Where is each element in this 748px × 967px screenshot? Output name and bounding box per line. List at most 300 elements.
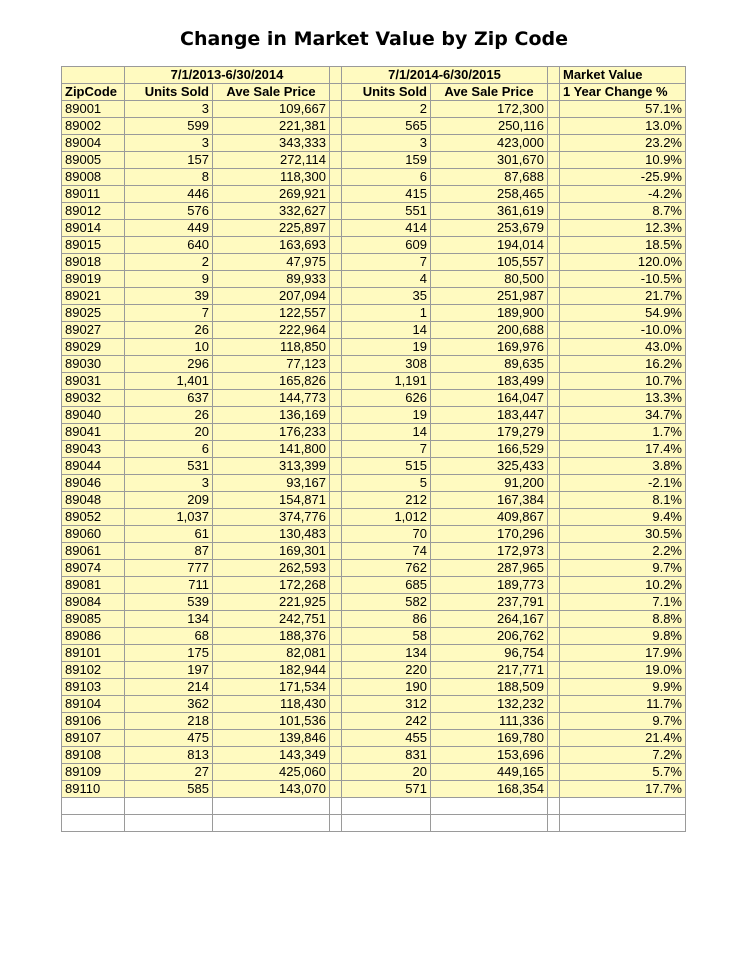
change-pct-cell: 8.8% [560,611,686,628]
table-row [62,186,686,203]
zipcode-cell: 89031 [62,373,125,390]
column-gap [330,305,342,322]
column-gap [548,526,560,543]
units-sold-2014-cell: 8 [125,169,213,186]
table-row [62,764,686,781]
ave-sale-price-2015-cell: 183,499 [431,373,548,390]
ave-sale-price-2015-cell: 167,384 [431,492,548,509]
table-row [62,288,686,305]
column-gap [330,101,342,118]
units-sold-2014-cell: 26 [125,407,213,424]
change-pct-cell: 7.2% [560,747,686,764]
change-pct-cell: 34.7% [560,407,686,424]
change-pct-cell: 3.8% [560,458,686,475]
table-row [62,322,686,339]
units-sold-2015-cell: 455 [342,730,431,747]
column-gap [330,679,342,696]
ave-sale-price-2015-cell: 251,987 [431,288,548,305]
change-pct-cell: 19.0% [560,662,686,679]
ave-sale-price-2015-cell: 183,447 [431,407,548,424]
column-gap [330,339,342,356]
ave-sale-price-2014-cell: 144,773 [213,390,330,407]
zipcode-cell: 89104 [62,696,125,713]
units-sold-2014-cell: 7 [125,305,213,322]
zipcode-cell: 89107 [62,730,125,747]
zipcode-cell: 89108 [62,747,125,764]
column-gap [330,441,342,458]
empty-cell [213,815,330,832]
change-pct-cell: 13.3% [560,390,686,407]
units-sold-2014-cell: 218 [125,713,213,730]
column-gap [548,254,560,271]
column-gap [548,475,560,492]
units-sold-2014-cell: 209 [125,492,213,509]
change-pct-cell: 8.7% [560,203,686,220]
empty-cell [560,815,686,832]
empty-cell [548,815,560,832]
zipcode-cell: 89081 [62,577,125,594]
ave-sale-price-2015-cell: 217,771 [431,662,548,679]
column-gap [330,135,342,152]
units-sold-2015-cell: 831 [342,747,431,764]
units-sold-2014-cell: 539 [125,594,213,611]
units-sold-2014-cell: 214 [125,679,213,696]
units-sold-2014-cell: 2 [125,254,213,271]
change-pct-cell: -4.2% [560,186,686,203]
header-row-periods [62,67,686,84]
ave-sale-price-2014-cell: 82,081 [213,645,330,662]
units-sold-2014-cell: 39 [125,288,213,305]
column-gap [330,492,342,509]
empty-cell [342,798,431,815]
zipcode-cell: 89040 [62,407,125,424]
change-pct-cell: 10.2% [560,577,686,594]
zipcode-cell: 89102 [62,662,125,679]
units-sold-2015-cell: 86 [342,611,431,628]
table-row [62,747,686,764]
column-gap [548,509,560,526]
units-sold-2015-cell: 1,191 [342,373,431,390]
ave-sale-price-2014-cell: 222,964 [213,322,330,339]
change-pct-cell: 9.7% [560,713,686,730]
zipcode-cell: 89032 [62,390,125,407]
column-gap [330,373,342,390]
column-gap [330,764,342,781]
column-gap [548,662,560,679]
empty-cell [342,815,431,832]
column-gap [548,458,560,475]
ave-sale-price-2015-cell: 258,465 [431,186,548,203]
ave-sale-price-2014-cell: 122,557 [213,305,330,322]
column-gap [330,560,342,577]
table-row [62,135,686,152]
units-sold-2015-cell: 2 [342,101,431,118]
zipcode-cell: 89061 [62,543,125,560]
column-gap [548,628,560,645]
ave-sale-price-2015-cell: 153,696 [431,747,548,764]
column-gap [548,543,560,560]
units-sold-2014-cell: 175 [125,645,213,662]
units-sold-2014-cell: 20 [125,424,213,441]
table-row [62,594,686,611]
change-pct-cell: 12.3% [560,220,686,237]
column-gap [548,407,560,424]
column-gap [548,84,560,101]
ave-sale-price-2015-cell: 80,500 [431,271,548,288]
column-gap [330,254,342,271]
change-pct-cell: 17.7% [560,781,686,798]
column-gap [330,84,342,101]
units-sold-2014-cell: 362 [125,696,213,713]
units-sold-2015-cell: 762 [342,560,431,577]
page-title: Change in Market Value by Zip Code [180,28,568,50]
zipcode-cell: 89106 [62,713,125,730]
units-sold-2014-cell: 637 [125,390,213,407]
ave-sale-price-2014-cell: 332,627 [213,203,330,220]
units-sold-2015-cell: 415 [342,186,431,203]
column-gap [330,713,342,730]
column-gap [548,203,560,220]
column-gap [548,271,560,288]
column-gap [548,322,560,339]
table-row [62,339,686,356]
units-sold-2014-cell: 711 [125,577,213,594]
zipcode-cell: 89052 [62,509,125,526]
units-sold-2014-cell: 1,401 [125,373,213,390]
empty-cell [548,798,560,815]
units-sold-2015-cell: 212 [342,492,431,509]
change-pct-cell: 57.1% [560,101,686,118]
header-period-2014-2015: 7/1/2014-6/30/2015 [342,67,548,84]
column-gap [548,305,560,322]
column-gap [330,577,342,594]
zipcode-cell: 89008 [62,169,125,186]
units-sold-2015-cell: 159 [342,152,431,169]
ave-sale-price-2014-cell: 343,333 [213,135,330,152]
change-pct-cell: 21.4% [560,730,686,747]
column-gap [548,67,560,84]
zipcode-cell: 89109 [62,764,125,781]
ave-sale-price-2014-cell: 172,268 [213,577,330,594]
table-row [62,781,686,798]
units-sold-2014-cell: 1,037 [125,509,213,526]
column-gap [330,509,342,526]
zipcode-cell: 89086 [62,628,125,645]
header-ave-sale-price-1: Ave Sale Price [213,84,330,101]
change-pct-cell: 30.5% [560,526,686,543]
ave-sale-price-2014-cell: 77,123 [213,356,330,373]
ave-sale-price-2015-cell: 423,000 [431,135,548,152]
zipcode-cell: 89084 [62,594,125,611]
ave-sale-price-2015-cell: 111,336 [431,713,548,730]
column-gap [548,169,560,186]
ave-sale-price-2014-cell: 163,693 [213,237,330,254]
table-row [62,645,686,662]
change-pct-cell: 120.0% [560,254,686,271]
zipcode-cell: 89014 [62,220,125,237]
ave-sale-price-2015-cell: 87,688 [431,169,548,186]
column-gap [330,458,342,475]
ave-sale-price-2014-cell: 374,776 [213,509,330,526]
zipcode-cell: 89060 [62,526,125,543]
units-sold-2014-cell: 197 [125,662,213,679]
zipcode-cell: 89041 [62,424,125,441]
ave-sale-price-2015-cell: 206,762 [431,628,548,645]
table-row [62,305,686,322]
zipcode-cell: 89043 [62,441,125,458]
ave-sale-price-2014-cell: 143,349 [213,747,330,764]
table-row [62,679,686,696]
ave-sale-price-2014-cell: 207,094 [213,288,330,305]
units-sold-2015-cell: 6 [342,169,431,186]
table-row [62,254,686,271]
column-gap [330,696,342,713]
change-pct-cell: 13.0% [560,118,686,135]
column-gap [330,747,342,764]
column-gap [548,135,560,152]
zipcode-cell: 89012 [62,203,125,220]
units-sold-2014-cell: 10 [125,339,213,356]
ave-sale-price-2014-cell: 169,301 [213,543,330,560]
ave-sale-price-2015-cell: 449,165 [431,764,548,781]
zipcode-cell: 89018 [62,254,125,271]
empty-row [62,815,686,832]
table-row [62,237,686,254]
empty-cell [560,798,686,815]
ave-sale-price-2014-cell: 221,381 [213,118,330,135]
zipcode-cell: 89030 [62,356,125,373]
table-row [62,628,686,645]
change-pct-cell: 9.8% [560,628,686,645]
ave-sale-price-2014-cell: 154,871 [213,492,330,509]
column-gap [330,288,342,305]
zipcode-cell: 89015 [62,237,125,254]
change-pct-cell: 5.7% [560,764,686,781]
units-sold-2015-cell: 626 [342,390,431,407]
table-row [62,203,686,220]
change-pct-cell: 9.7% [560,560,686,577]
column-gap [330,118,342,135]
table-row [62,356,686,373]
units-sold-2014-cell: 134 [125,611,213,628]
table-row [62,407,686,424]
ave-sale-price-2015-cell: 189,900 [431,305,548,322]
ave-sale-price-2015-cell: 325,433 [431,458,548,475]
units-sold-2014-cell: 813 [125,747,213,764]
column-gap [548,101,560,118]
zipcode-cell: 89085 [62,611,125,628]
table-row [62,373,686,390]
ave-sale-price-2015-cell: 189,773 [431,577,548,594]
ave-sale-price-2015-cell: 170,296 [431,526,548,543]
change-pct-cell: 1.7% [560,424,686,441]
column-gap [330,730,342,747]
zipcode-cell: 89011 [62,186,125,203]
table-row [62,560,686,577]
market-value-table [61,66,686,832]
change-pct-cell: -10.5% [560,271,686,288]
column-gap [548,679,560,696]
ave-sale-price-2015-cell: 172,973 [431,543,548,560]
units-sold-2015-cell: 4 [342,271,431,288]
column-gap [330,475,342,492]
ave-sale-price-2014-cell: 118,850 [213,339,330,356]
column-gap [330,526,342,543]
units-sold-2015-cell: 7 [342,254,431,271]
zipcode-cell: 89048 [62,492,125,509]
zipcode-cell: 89005 [62,152,125,169]
change-pct-cell: 9.9% [560,679,686,696]
table-row [62,169,686,186]
ave-sale-price-2014-cell: 93,167 [213,475,330,492]
units-sold-2015-cell: 1,012 [342,509,431,526]
ave-sale-price-2014-cell: 171,534 [213,679,330,696]
column-gap [330,543,342,560]
ave-sale-price-2014-cell: 242,751 [213,611,330,628]
column-gap [548,118,560,135]
ave-sale-price-2015-cell: 264,167 [431,611,548,628]
ave-sale-price-2015-cell: 250,116 [431,118,548,135]
ave-sale-price-2014-cell: 118,300 [213,169,330,186]
column-gap [330,271,342,288]
column-gap [330,390,342,407]
ave-sale-price-2014-cell: 272,114 [213,152,330,169]
ave-sale-price-2014-cell: 425,060 [213,764,330,781]
units-sold-2015-cell: 190 [342,679,431,696]
table-row [62,220,686,237]
units-sold-2015-cell: 551 [342,203,431,220]
zipcode-cell: 89021 [62,288,125,305]
change-pct-cell: 2.2% [560,543,686,560]
units-sold-2014-cell: 576 [125,203,213,220]
ave-sale-price-2014-cell: 188,376 [213,628,330,645]
zipcode-cell: 89029 [62,339,125,356]
ave-sale-price-2015-cell: 188,509 [431,679,548,696]
change-pct-cell: 54.9% [560,305,686,322]
units-sold-2014-cell: 9 [125,271,213,288]
units-sold-2014-cell: 61 [125,526,213,543]
change-pct-cell: 11.7% [560,696,686,713]
units-sold-2015-cell: 134 [342,645,431,662]
column-gap [330,220,342,237]
table-row [62,152,686,169]
column-gap [548,492,560,509]
table-row [62,577,686,594]
empty-cell [213,798,330,815]
empty-cell [330,815,342,832]
table-row [62,509,686,526]
units-sold-2015-cell: 70 [342,526,431,543]
change-pct-cell: 7.1% [560,594,686,611]
ave-sale-price-2015-cell: 164,047 [431,390,548,407]
change-pct-cell: -25.9% [560,169,686,186]
table-row [62,492,686,509]
ave-sale-price-2014-cell: 130,483 [213,526,330,543]
change-pct-cell: 17.9% [560,645,686,662]
empty-cell [330,798,342,815]
ave-sale-price-2014-cell: 89,933 [213,271,330,288]
column-gap [548,730,560,747]
ave-sale-price-2015-cell: 253,679 [431,220,548,237]
units-sold-2014-cell: 449 [125,220,213,237]
ave-sale-price-2014-cell: 118,430 [213,696,330,713]
column-gap [548,390,560,407]
units-sold-2014-cell: 3 [125,475,213,492]
change-pct-cell: 9.4% [560,509,686,526]
table-row [62,118,686,135]
table-row [62,424,686,441]
ave-sale-price-2015-cell: 132,232 [431,696,548,713]
ave-sale-price-2015-cell: 179,279 [431,424,548,441]
column-gap [330,611,342,628]
header-ave-sale-price-2: Ave Sale Price [431,84,548,101]
column-gap [548,764,560,781]
column-gap [548,577,560,594]
units-sold-2015-cell: 242 [342,713,431,730]
zipcode-cell: 89004 [62,135,125,152]
change-pct-cell: 17.4% [560,441,686,458]
ave-sale-price-2015-cell: 105,557 [431,254,548,271]
units-sold-2014-cell: 26 [125,322,213,339]
units-sold-2015-cell: 74 [342,543,431,560]
column-gap [330,203,342,220]
units-sold-2014-cell: 3 [125,135,213,152]
units-sold-2015-cell: 220 [342,662,431,679]
ave-sale-price-2014-cell: 176,233 [213,424,330,441]
column-gap [548,288,560,305]
ave-sale-price-2015-cell: 200,688 [431,322,548,339]
table-row [62,730,686,747]
zipcode-cell: 89044 [62,458,125,475]
ave-sale-price-2015-cell: 237,791 [431,594,548,611]
ave-sale-price-2014-cell: 221,925 [213,594,330,611]
empty-cell [62,798,125,815]
units-sold-2014-cell: 296 [125,356,213,373]
table-row [62,390,686,407]
ave-sale-price-2015-cell: 172,300 [431,101,548,118]
header-row-columns [62,84,686,101]
column-gap [548,560,560,577]
column-gap [548,645,560,662]
units-sold-2015-cell: 571 [342,781,431,798]
column-gap [548,696,560,713]
column-gap [548,611,560,628]
empty-row [62,798,686,815]
header-blank [62,67,125,84]
zipcode-cell: 89002 [62,118,125,135]
change-pct-cell: 10.7% [560,373,686,390]
units-sold-2015-cell: 19 [342,339,431,356]
units-sold-2014-cell: 777 [125,560,213,577]
units-sold-2014-cell: 157 [125,152,213,169]
units-sold-2014-cell: 68 [125,628,213,645]
column-gap [548,424,560,441]
units-sold-2015-cell: 35 [342,288,431,305]
table-row [62,271,686,288]
column-gap [548,237,560,254]
column-gap [330,152,342,169]
ave-sale-price-2014-cell: 262,593 [213,560,330,577]
zipcode-cell: 89101 [62,645,125,662]
units-sold-2015-cell: 565 [342,118,431,135]
table-row [62,475,686,492]
units-sold-2015-cell: 3 [342,135,431,152]
units-sold-2015-cell: 58 [342,628,431,645]
ave-sale-price-2015-cell: 409,867 [431,509,548,526]
units-sold-2014-cell: 475 [125,730,213,747]
change-pct-cell: 43.0% [560,339,686,356]
ave-sale-price-2014-cell: 101,536 [213,713,330,730]
